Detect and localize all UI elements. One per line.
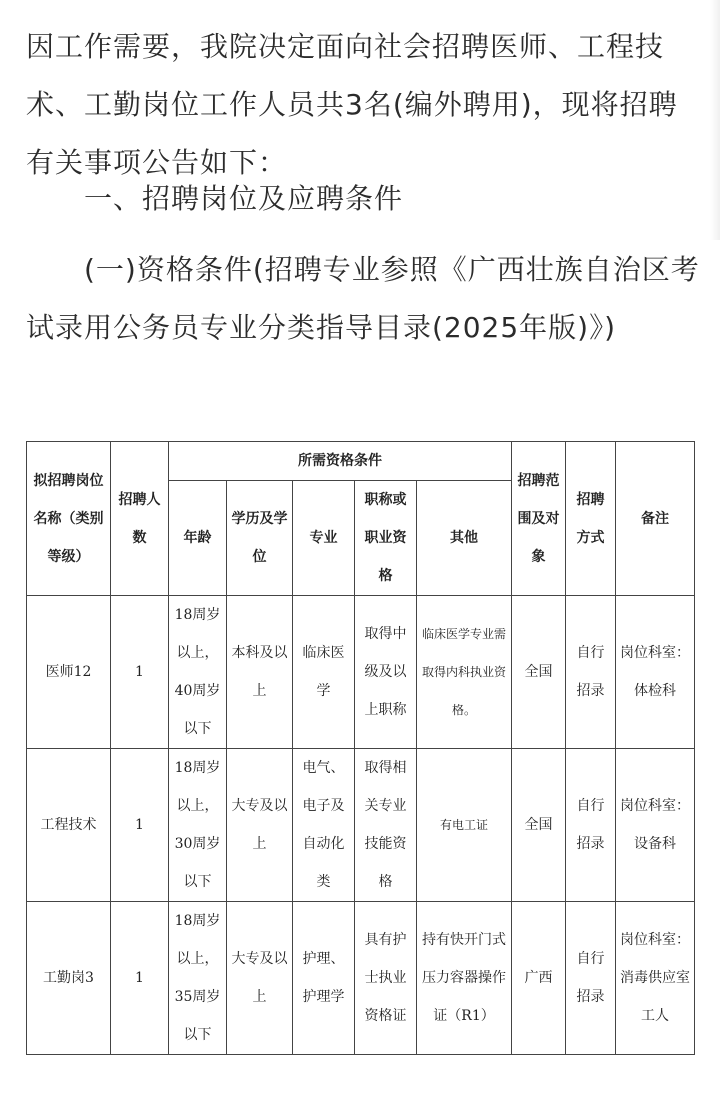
- header-notes: 备注: [616, 442, 695, 596]
- cell-other: 有电工证: [417, 749, 512, 902]
- cell-position: 工程技术: [27, 749, 111, 902]
- recruitment-table: [26, 441, 695, 1055]
- header-age: 年龄: [169, 481, 227, 596]
- cell-major: 电气、电子及自动化类: [293, 749, 355, 902]
- cell-age: 18周岁以上，40周岁以下: [169, 596, 227, 749]
- cell-notes: 岗位科室：设备科: [616, 749, 695, 902]
- table-header-row: [27, 442, 695, 481]
- cell-count: 1: [111, 596, 169, 749]
- header-qualification-group: 所需资格条件: [169, 442, 512, 481]
- cell-other: 持有快开门式压力容器操作证（R1）: [417, 902, 512, 1055]
- cell-scope: 广西: [512, 902, 566, 1055]
- cell-age: 18周岁以上，35周岁以下: [169, 902, 227, 1055]
- header-scope: 招聘范围及对象: [512, 442, 566, 596]
- cell-scope: 全国: [512, 596, 566, 749]
- cell-position: 工勤岗3: [27, 902, 111, 1055]
- header-method: 招聘方式: [566, 442, 616, 596]
- table-row: [27, 902, 695, 1055]
- table-row: [27, 749, 695, 902]
- cell-major: 护理、护理学: [293, 902, 355, 1055]
- cell-notes: 岗位科室：体检科: [616, 596, 695, 749]
- header-position: 拟招聘岗位名称（类别等级）: [27, 442, 111, 596]
- cell-notes: 岗位科室：消毒供应室工人: [616, 902, 695, 1055]
- cell-title: 具有护士执业资格证: [355, 902, 417, 1055]
- cell-scope: 全国: [512, 749, 566, 902]
- cell-major: 临床医学: [293, 596, 355, 749]
- cell-title: 取得相关专业技能资格: [355, 749, 417, 902]
- cell-method: 自行招录: [566, 596, 616, 749]
- cell-education: 大专及以上: [227, 749, 293, 902]
- header-count: 招聘人数: [111, 442, 169, 596]
- cell-education: 大专及以上: [227, 902, 293, 1055]
- header-education: 学历及学位: [227, 481, 293, 596]
- cell-other: 临床医学专业需取得内科执业资格。: [417, 596, 512, 749]
- cell-method: 自行招录: [566, 749, 616, 902]
- cell-position: 医师12: [27, 596, 111, 749]
- section-heading: 一、招聘岗位及应聘条件: [84, 182, 404, 215]
- table-row: [27, 596, 695, 749]
- cell-count: 1: [111, 749, 169, 902]
- subsection-heading: (一)资格条件(招聘专业参照《广西壮族自治区考试录用公务员专业分类指导目录(2025年版)》): [26, 253, 700, 344]
- cell-age: 18周岁以上，30周岁以下: [169, 749, 227, 902]
- intro-paragraph: 因工作需要，我院决定面向社会招聘医师、工程技术、工勤岗位工作人员共3名(编外聘用)，现将招聘有关事项公告如下：: [26, 30, 678, 179]
- cell-title: 取得中级及以上职称: [355, 596, 417, 749]
- header-other: 其他: [417, 481, 512, 596]
- header-major: 专业: [293, 481, 355, 596]
- cell-count: 1: [111, 902, 169, 1055]
- cell-method: 自行招录: [566, 902, 616, 1055]
- cell-education: 本科及以上: [227, 596, 293, 749]
- page-edge-shadow: [710, 0, 720, 240]
- header-title: 职称或职业资格: [355, 481, 417, 596]
